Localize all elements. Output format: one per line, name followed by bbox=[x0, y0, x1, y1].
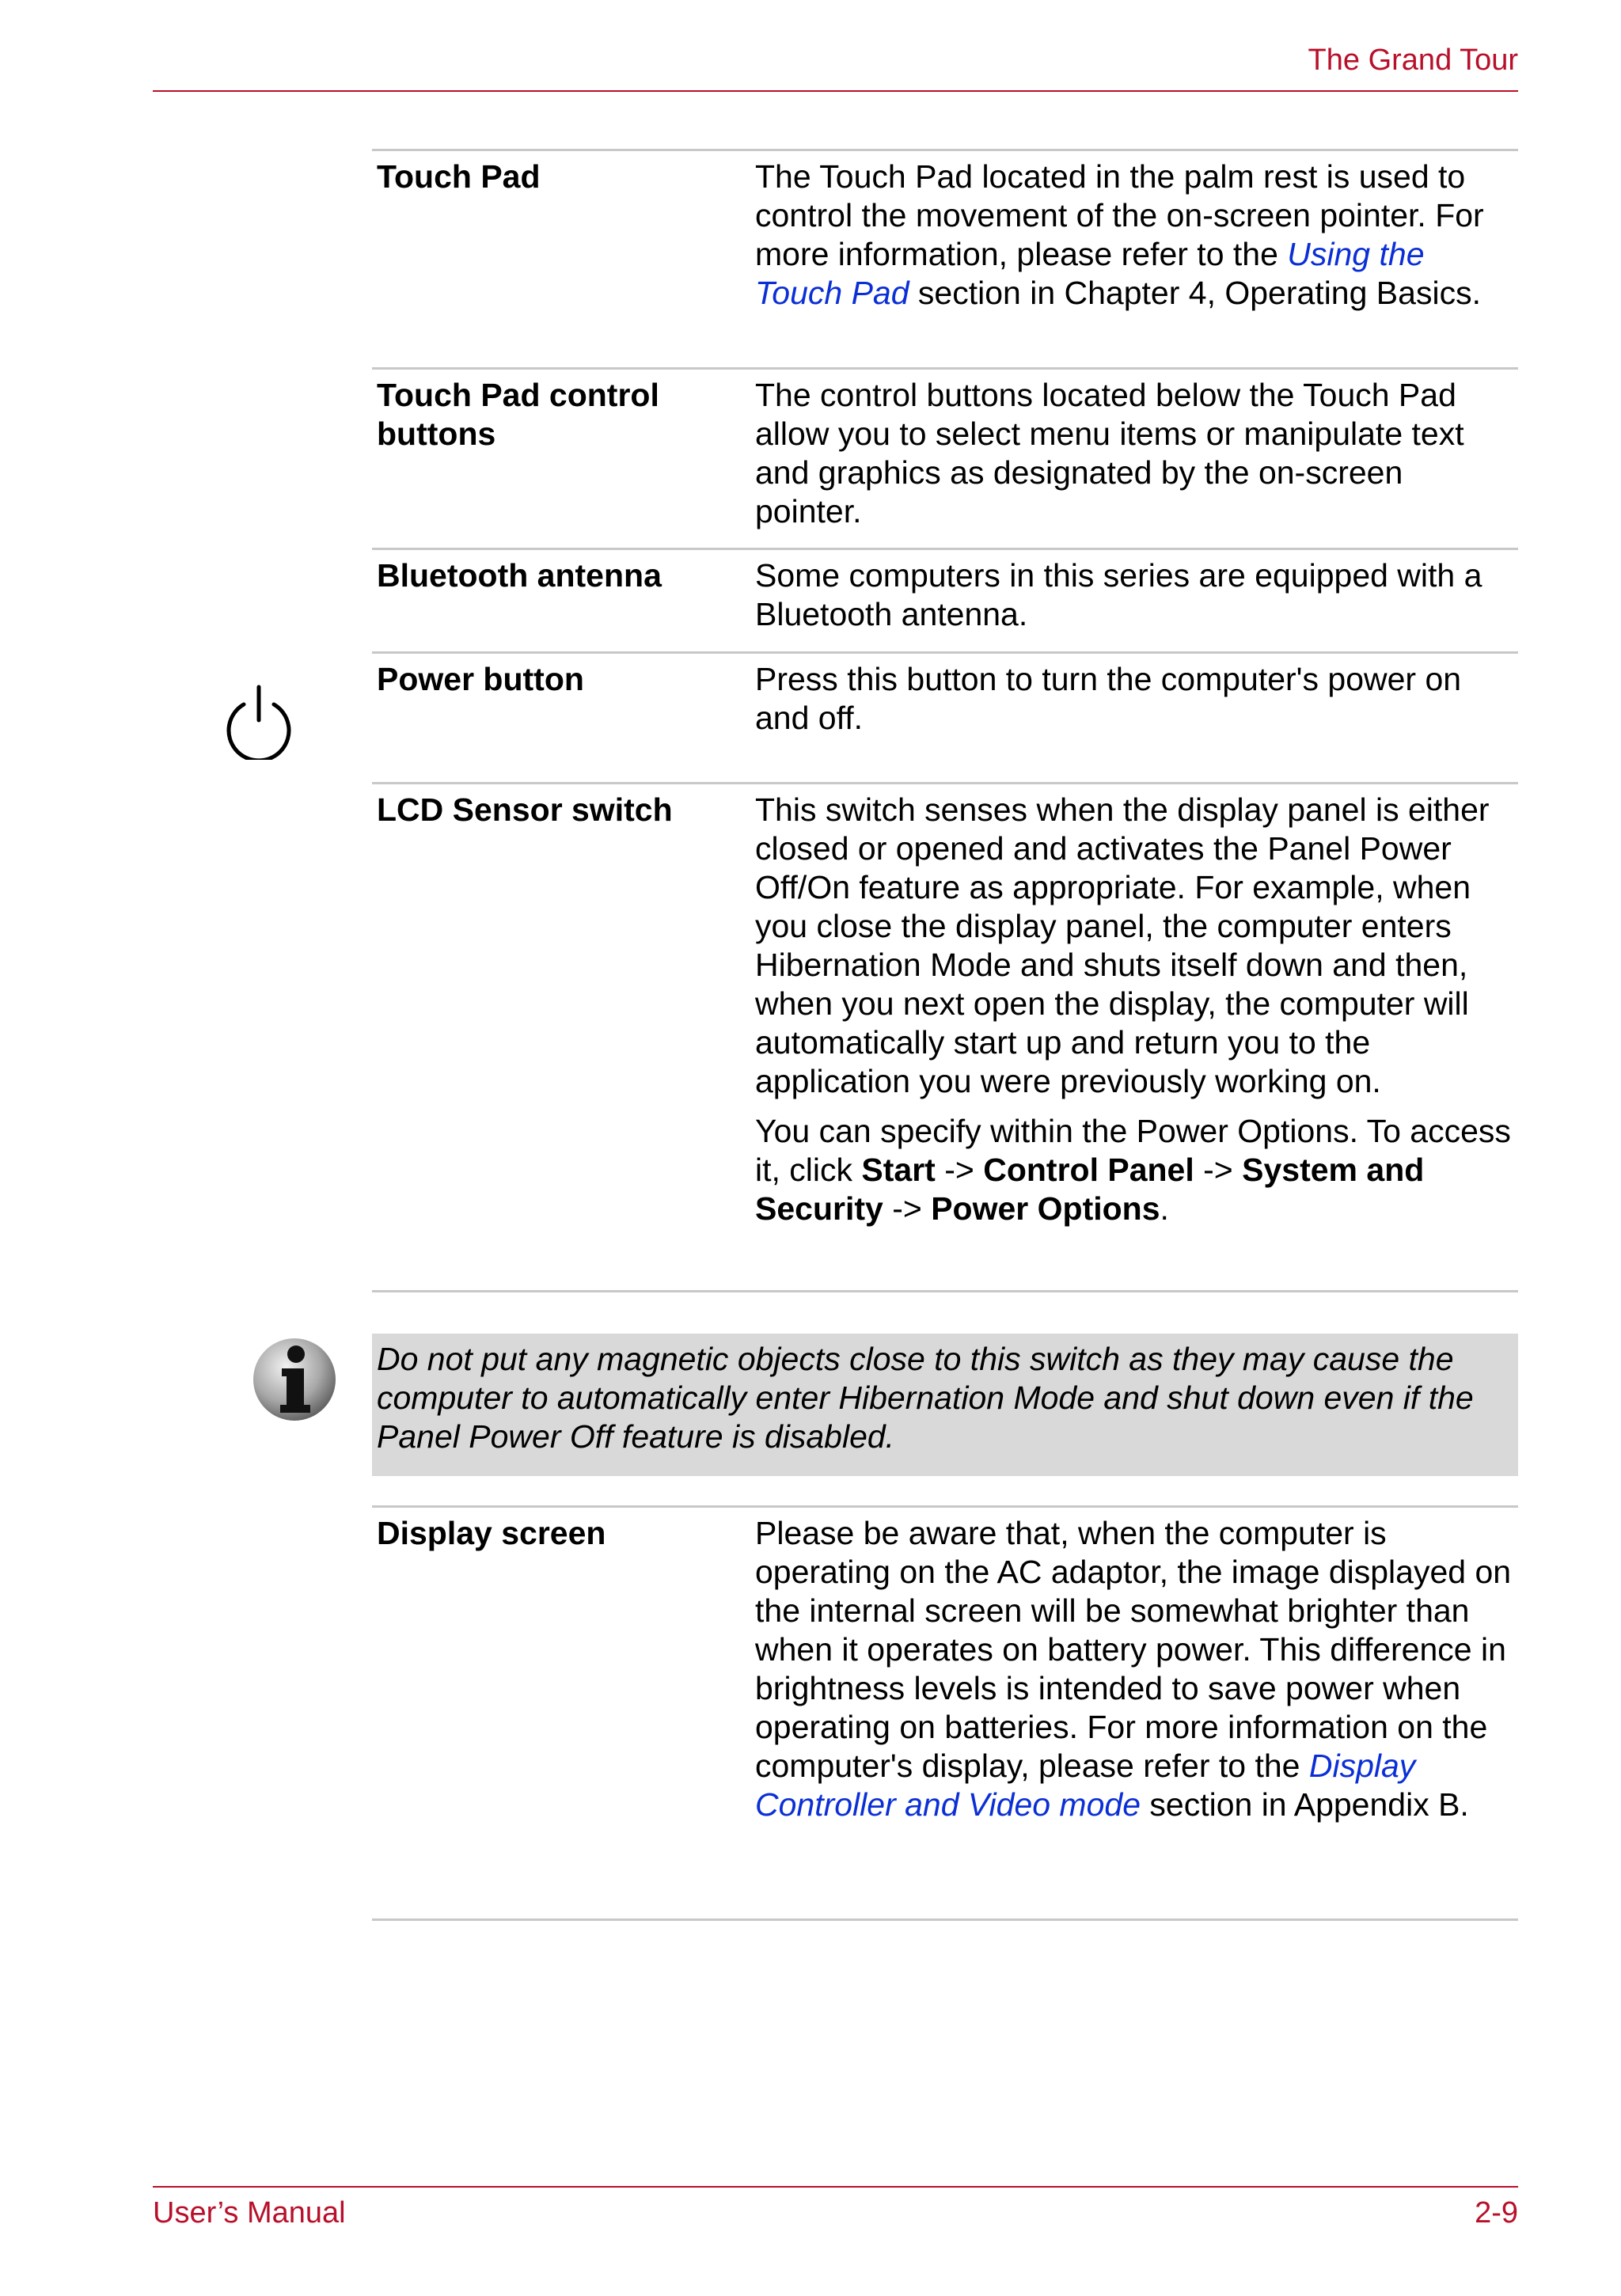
menu-path-control-panel: Control Panel bbox=[983, 1152, 1194, 1188]
menu-path-system-security: System and Security bbox=[755, 1152, 1425, 1227]
row-term: Touch Pad bbox=[377, 158, 541, 195]
menu-path-start: Start bbox=[861, 1152, 936, 1188]
table-row bbox=[372, 367, 1518, 550]
page-header-title: The Grand Tour bbox=[1308, 44, 1518, 77]
table-row bbox=[372, 548, 1518, 654]
row-description: Please be aware that, when the computer is operating on the AC adaptor, the image displayed on the internal screen will be somewhat brighter than when it operates on battery power. This difference in brightness levels is intended to save power when operating on batteries. For more information on the computer's display, please refer to the Display Controller and Video mode section in Appendix B. bbox=[755, 1515, 1512, 1823]
link-using-touch-pad[interactable]: Using the Touch Pad bbox=[755, 236, 1425, 311]
row-description: Some computers in this series are equipped with a Bluetooth antenna. bbox=[755, 557, 1482, 632]
table-row bbox=[372, 149, 1518, 370]
row-description: The Touch Pad located in the palm rest is used to control the movement of the on-screen pointer. For more information, please refer to the Using the Touch Pad section in Chapter 4, Operating Basics. bbox=[755, 158, 1484, 311]
table-row bbox=[372, 1505, 1518, 1921]
info-icon bbox=[250, 1335, 339, 1428]
note-text: Do not put any magnetic objects close to this switch as they may cause the computer to automatically enter Hibernation Mode and shut down even if the Panel Power Off feature is disabled. bbox=[377, 1341, 1474, 1455]
menu-path-power-options: Power Options bbox=[931, 1190, 1160, 1227]
power-icon bbox=[223, 681, 294, 764]
link-display-controller[interactable]: Display Controller and Video mode bbox=[755, 1748, 1416, 1823]
row-term: Bluetooth antenna bbox=[377, 557, 662, 594]
table-row bbox=[372, 651, 1518, 784]
footer-divider bbox=[153, 2186, 1518, 2188]
table-divider bbox=[372, 1918, 1518, 1921]
description-paragraph: You can specify within the Power Options. To access it, click Start -> Control Panel -> System and Security -> Power Options. bbox=[755, 1113, 1511, 1227]
row-term: Touch Pad control buttons bbox=[377, 377, 659, 452]
table-divider bbox=[372, 1290, 1518, 1292]
row-description bbox=[755, 791, 1515, 1239]
row-description: Press this button to turn the computer's power on and off. bbox=[755, 661, 1462, 736]
footer-manual-title: User’s Manual bbox=[153, 2196, 346, 2230]
row-description: The control buttons located below the Touch Pad allow you to select menu items or manipulate text and graphics as designated by the on-screen pointer. bbox=[755, 377, 1464, 529]
row-term: Display screen bbox=[377, 1515, 606, 1551]
page-number: 2-9 bbox=[1475, 2196, 1518, 2230]
description-paragraph: This switch senses when the display panel is either closed or opened and activates the Panel Power Off/On feature as appropriate. For example, when you close the display panel, the computer enters Hibernation Mode and shuts itself down and then, when you next open the display, the computer will automatically start up and return you to the application you were previously working on. bbox=[755, 791, 1490, 1099]
row-term: Power button bbox=[377, 661, 584, 697]
table-row bbox=[372, 782, 1518, 1292]
note-box bbox=[372, 1334, 1518, 1476]
header-divider bbox=[153, 90, 1518, 92]
row-term: LCD Sensor switch bbox=[377, 791, 673, 828]
